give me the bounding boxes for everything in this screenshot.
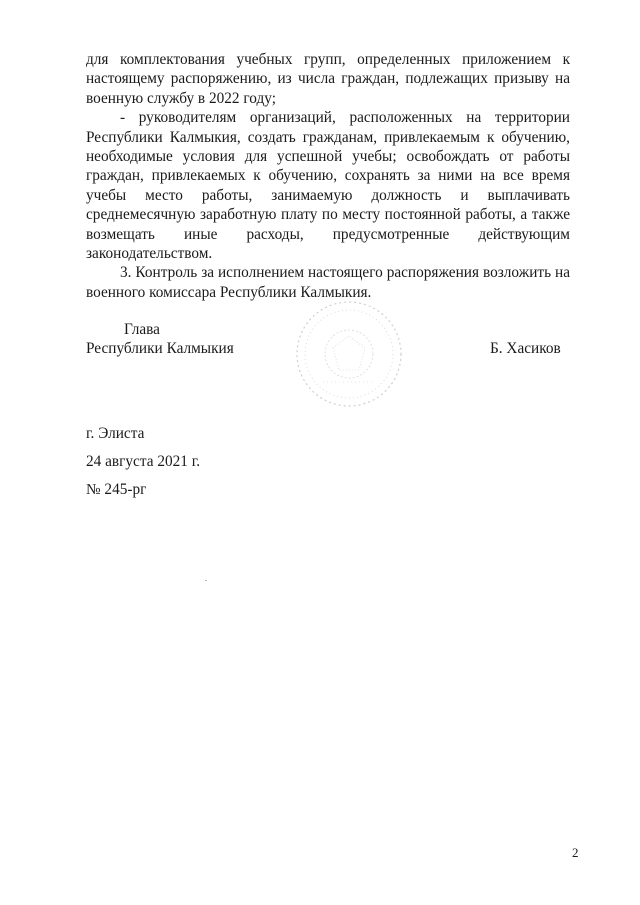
paragraph-control: 3. Контроль за исполнением настоящего распоряжения возложить на военного комиссара Республики Калмыкия. [86,264,570,301]
document-number: № 245-рг [86,481,147,498]
signatory-title-line2: Республики Калмыкия [86,340,234,357]
document-city: г. Элиста [86,425,145,442]
document-date: 24 августа 2021 г. [86,453,201,470]
signatory-title-line1: Глава [124,321,160,338]
page-number: 2 [572,845,579,860]
signatory-name: Б. Хасиков [490,340,561,357]
paragraph-employers: - руководителям организаций, расположенных на территории Республики Калмыкия, создать гражданам, привлекаемым к обучению, необходимые условия для успешной учебы; освобождать от работы граждан, привлекаемых к обучению, сохранять за ними на все время учебы место работы, занимаемую должность и выплачивать среднемесячную заработную плату по месту постоянной работы, а также возмещать иные расходы, предусмотренные действующим законодательством. [86,109,570,263]
paragraph-continuation: для комплектования учебных групп, определенных приложением к настоящему распоряжению, из числа граждан, подлежащих призыву на военную службу в 2022 году; [86,51,570,107]
official-seal-icon [293,298,405,410]
document-body [86,50,570,302]
scan-speck [205,580,207,581]
